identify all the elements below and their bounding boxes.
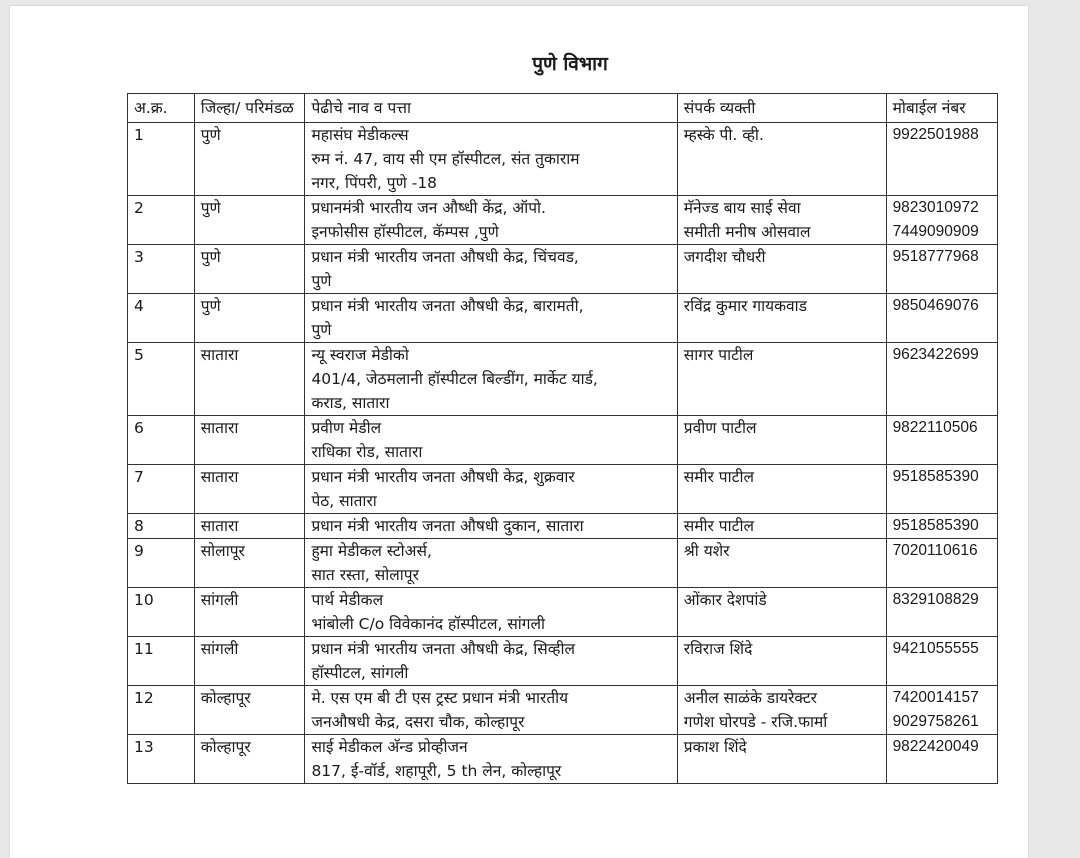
serial-no-cell: 12 (128, 686, 195, 735)
shop-line: 401/4, जेठमलानी हॉस्पीटल बिल्डींग, मार्केट यार्ड, (311, 370, 598, 388)
mobile-line: 7449090909 (892, 223, 979, 240)
serial-no-cell: 9 (128, 539, 195, 588)
table-row (128, 735, 998, 784)
shop-name-address-cell (305, 416, 677, 465)
shop-line: सात रस्ता, सोलापूर (311, 566, 419, 584)
contact-line: समीर पाटील (683, 517, 754, 535)
header-district: जिल्हा/ परिमंडळ (194, 94, 305, 123)
mobile-number-cell (886, 686, 997, 735)
shop-line: महासंघ मेडीकल्स (311, 126, 409, 144)
shop-line: प्रधान मंत्री भारतीय जनता औषधी केद्र, बारामती, (311, 297, 584, 315)
shop-name-address-cell (305, 588, 677, 637)
table-row (128, 686, 998, 735)
mobile-number-cell (886, 294, 997, 343)
table-row (128, 343, 998, 416)
serial-no-cell: 3 (128, 245, 195, 294)
mobile-number-cell (886, 196, 997, 245)
shop-name-address-cell (305, 539, 677, 588)
contact-person-cell (677, 637, 886, 686)
pharmacy-table (127, 93, 998, 784)
district-cell: कोल्हापूर (194, 686, 305, 735)
mobile-line: 7020110616 (892, 542, 978, 559)
shop-name-address-cell (305, 637, 677, 686)
shop-name-address-cell (305, 245, 677, 294)
district-cell: पुणे (194, 196, 305, 245)
shop-name-address-cell (305, 735, 677, 784)
shop-line: जनऔषधी केद्र, दसरा चौक, कोल्हापूर (311, 713, 525, 731)
table-row (128, 245, 998, 294)
mobile-line: 9421055555 (892, 640, 979, 657)
serial-no-cell: 7 (128, 465, 195, 514)
serial-no-cell: 4 (128, 294, 195, 343)
document-page (10, 6, 1028, 858)
serial-no-cell: 13 (128, 735, 195, 784)
contact-person-cell (677, 539, 886, 588)
contact-person-cell (677, 245, 886, 294)
contact-line: श्री यशेर (683, 542, 730, 560)
shop-line: प्रधान मंत्री भारतीय जनता औषधी केद्र, सिव्हील (311, 640, 576, 658)
contact-line: म्हस्के पी. व्ही. (683, 126, 764, 144)
shop-line: न्यू स्वराज मेडीको (311, 346, 409, 364)
contact-person-cell (677, 416, 886, 465)
table-row (128, 416, 998, 465)
page-title: पुणे विभाग (532, 53, 608, 75)
mobile-line: 9823010972 (892, 199, 979, 216)
contact-person-cell (677, 686, 886, 735)
district-cell: कोल्हापूर (194, 735, 305, 784)
mobile-number-cell (886, 514, 997, 539)
mobile-line: 9518585390 (892, 468, 979, 485)
district-cell: सातारा (194, 343, 305, 416)
district-cell: सातारा (194, 416, 305, 465)
shop-name-address-cell (305, 343, 677, 416)
contact-line: प्रवीण पाटील (683, 419, 757, 437)
table-row (128, 637, 998, 686)
serial-no-cell: 10 (128, 588, 195, 637)
mobile-number-cell (886, 343, 997, 416)
serial-no-cell: 8 (128, 514, 195, 539)
shop-line: पेठ, सातारा (311, 492, 377, 510)
header-serial-no: अ.क्र. (128, 94, 195, 123)
district-cell: सातारा (194, 465, 305, 514)
mobile-line: 9029758261 (892, 713, 979, 730)
shop-name-address-cell (305, 514, 677, 539)
shop-line: राधिका रोड, सातारा (311, 443, 423, 461)
serial-no-cell: 1 (128, 123, 195, 196)
shop-name-address-cell (305, 465, 677, 514)
mobile-number-cell (886, 245, 997, 294)
serial-no-cell: 6 (128, 416, 195, 465)
contact-person-cell (677, 514, 886, 539)
contact-person-cell (677, 294, 886, 343)
district-cell: पुणे (194, 123, 305, 196)
table-row (128, 294, 998, 343)
contact-line: प्रकाश शिंदे (683, 738, 747, 756)
shop-name-address-cell (305, 686, 677, 735)
contact-person-cell (677, 465, 886, 514)
mobile-number-cell (886, 735, 997, 784)
contact-line: गणेश घोरपडे - रजि.फार्मा (683, 713, 828, 731)
serial-no-cell: 5 (128, 343, 195, 416)
contact-line: समीती मनीष ओसवाल (683, 223, 811, 241)
mobile-line: 9623422699 (892, 346, 979, 363)
shop-line: भांबोली C/o विवेकानंद हॉस्पीटल, सांगली (311, 615, 546, 633)
shop-line: पुणे (311, 272, 332, 290)
mobile-number-cell (886, 465, 997, 514)
mobile-line: 9822420049 (892, 738, 979, 755)
shop-line: इनफोसीस हॉस्पीटल, कॅम्पस ,पुणे (311, 223, 499, 241)
mobile-line: 9922501988 (892, 126, 979, 143)
contact-line: जगदीश चौधरी (683, 248, 766, 266)
contact-line: ओंकार देशपांडे (683, 591, 767, 609)
serial-no-cell: 11 (128, 637, 195, 686)
table-row (128, 196, 998, 245)
table-row (128, 514, 998, 539)
mobile-number-cell (886, 123, 997, 196)
mobile-number-cell (886, 637, 997, 686)
mobile-line: 9822110506 (892, 419, 978, 436)
shop-line: साई मेडीकल अ‍ॅन्ड प्रोव्हीजन (311, 738, 468, 756)
contact-line: अनील साळंके डायरेक्टर (683, 689, 818, 707)
contact-line: मॅनेज्ड बाय साई सेवा (683, 199, 801, 217)
shop-name-address-cell (305, 294, 677, 343)
header-contact-person: संपर्क व्यक्ती (677, 94, 886, 123)
contact-line: सागर पाटील (683, 346, 754, 364)
shop-line: प्रधान मंत्री भारतीय जनता औषधी केद्र, शुक्रवार (311, 468, 575, 486)
district-cell: सांगली (194, 637, 305, 686)
contact-person-cell (677, 343, 886, 416)
shop-line: कराड, सातारा (311, 394, 390, 412)
shop-line: हुमा मेडीकल स्टोअर्स, (311, 542, 432, 560)
contact-person-cell (677, 123, 886, 196)
mobile-line: 9518777968 (892, 248, 979, 265)
shop-line: प्रधानमंत्री भारतीय जन औष्धी केंद्र, ऑपो. (311, 199, 546, 217)
mobile-line: 9518585390 (892, 517, 979, 534)
shop-line: नगर, पिंपरी, पुणे -18 (311, 174, 438, 192)
shop-line: मे. एस एम बी टी एस ट्रस्ट प्रधान मंत्री भारतीय (311, 689, 569, 707)
table-body (128, 123, 998, 784)
serial-no-cell: 2 (128, 196, 195, 245)
header-shop-name-address: पेढीचे नाव व पत्ता (305, 94, 677, 123)
mobile-line: 7420014157 (892, 689, 979, 706)
table-header-row (128, 94, 998, 123)
shop-line: पुणे (311, 321, 332, 339)
district-cell: पुणे (194, 245, 305, 294)
contact-person-cell (677, 196, 886, 245)
shop-line: प्रधान मंत्री भारतीय जनता औषधी केद्र, चिंचवड, (311, 248, 579, 266)
contact-line: रविंद्र कुमार गायकवाड (683, 297, 807, 315)
contact-line: रविराज शिंदे (683, 640, 753, 658)
mobile-line: 8329108829 (892, 591, 979, 608)
district-cell: पुणे (194, 294, 305, 343)
mobile-line: 9850469076 (892, 297, 979, 314)
shop-line: रुम नं. 47, वाय सी एम हॉस्पीटल, संत तुकाराम (311, 150, 580, 168)
district-cell: सोलापूर (194, 539, 305, 588)
table-row (128, 588, 998, 637)
contact-person-cell (677, 588, 886, 637)
mobile-number-cell (886, 416, 997, 465)
shop-line: प्रवीण मेडील (311, 419, 382, 437)
shop-name-address-cell (305, 123, 677, 196)
table-row (128, 539, 998, 588)
shop-line: पार्थ मेडीकल (311, 591, 384, 609)
district-cell: सातारा (194, 514, 305, 539)
shop-line: हॉस्पीटल, सांगली (311, 664, 409, 682)
shop-line: 817, ई-वॉर्ड, शहापूरी, 5 th लेन, कोल्हापूर (311, 762, 562, 780)
table-row (128, 123, 998, 196)
shop-name-address-cell (305, 196, 677, 245)
header-mobile-number: मोबाईल नंबर (886, 94, 997, 123)
mobile-number-cell (886, 588, 997, 637)
district-cell: सांगली (194, 588, 305, 637)
contact-line: समीर पाटील (683, 468, 754, 486)
contact-person-cell (677, 735, 886, 784)
shop-line: प्रधान मंत्री भारतीय जनता औषधी दुकान, सातारा (311, 517, 584, 535)
table-row (128, 465, 998, 514)
mobile-number-cell (886, 539, 997, 588)
